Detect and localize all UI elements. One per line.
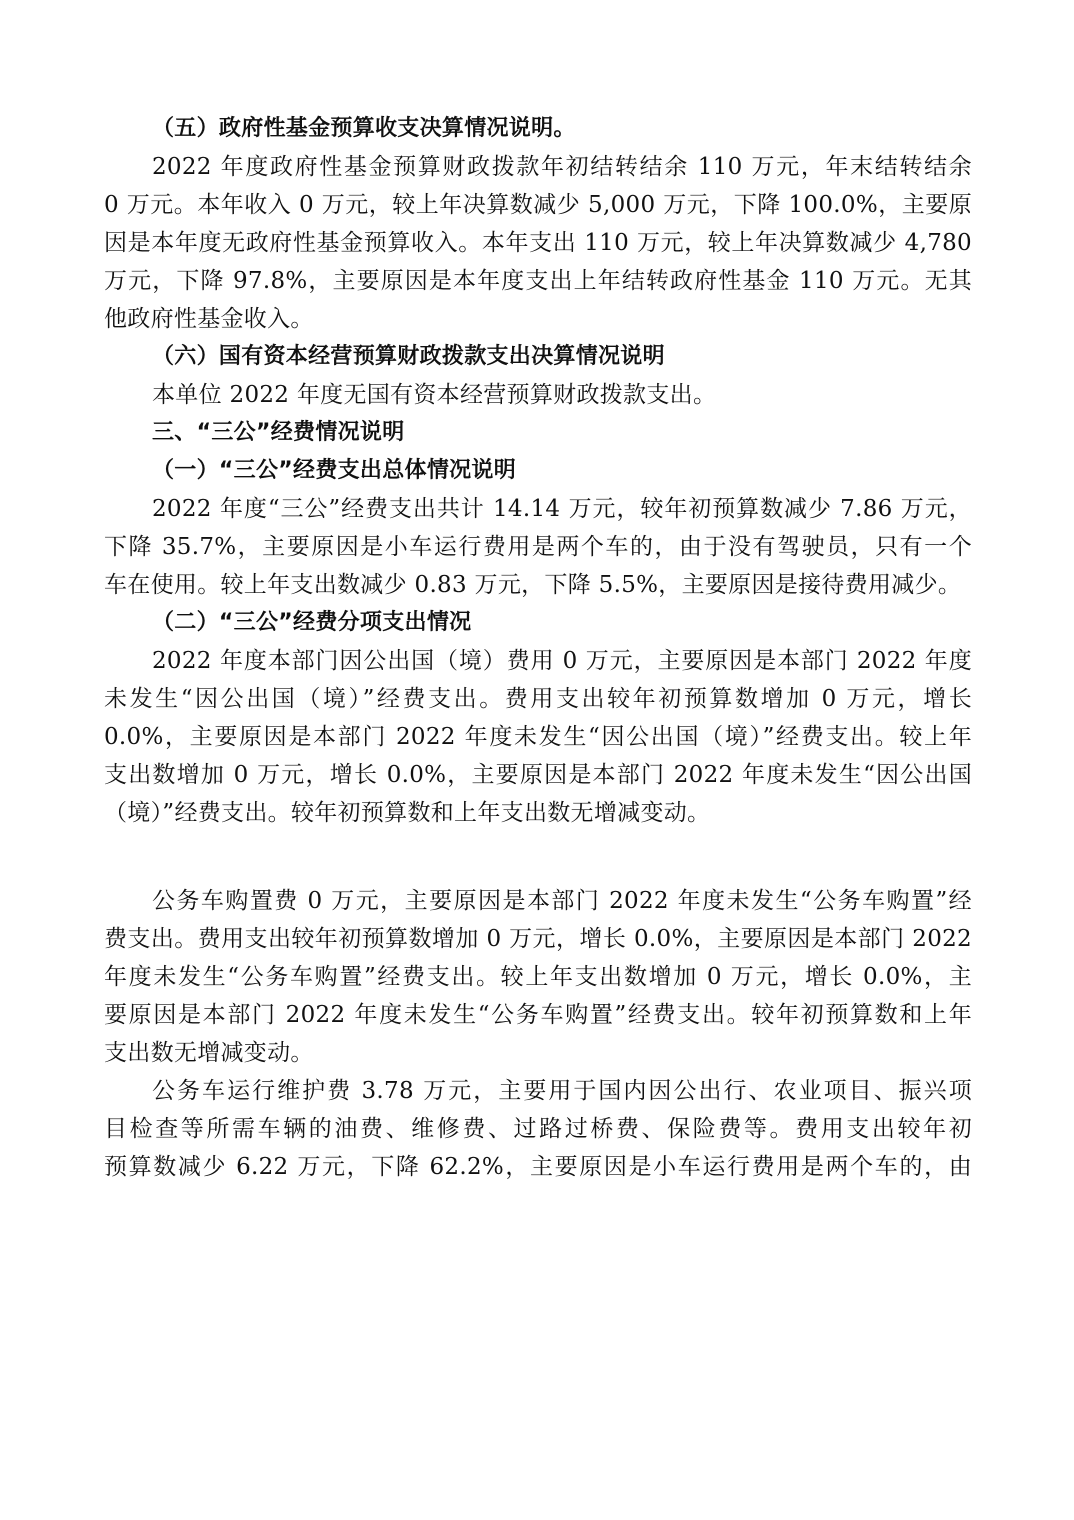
text-line: 支出数无增减变动。 bbox=[104, 1040, 314, 1066]
section-heading-5: （五）政府性基金预算收支决算情况说明。 bbox=[152, 116, 576, 141]
subsection-heading-1: （一）“三公”经费支出总体情况说明 bbox=[152, 458, 517, 483]
text-line: 车在使用。较上年支出数减少 0.83 万元，下降 5.5%，主要原因是接待费用减少。 bbox=[104, 572, 962, 598]
paragraph-car-purchase bbox=[104, 882, 972, 1072]
text-line: 预算数减少 6.22 万元，下降 62.2%，主要原因是小车运行费用是两个车的，由 bbox=[104, 1154, 972, 1180]
text-line: 公务车购置费 0 万元，主要原因是本部门 2022 年度未发生“公务车购置”经 bbox=[152, 888, 972, 914]
paragraph-car-maintenance bbox=[104, 1072, 972, 1186]
text-line: 2022 年度政府性基金预算财政拨款年初结转结余 110 万元，年末结转结余 bbox=[152, 154, 972, 180]
text-line: 费支出。费用支出较年初预算数增加 0 万元，增长 0.0%，主要原因是本部门 2022 bbox=[104, 926, 972, 952]
chapter-heading-3: 三、“三公”经费情况说明 bbox=[152, 420, 405, 445]
text-line: 0 万元。本年收入 0 万元，较上年决算数减少 5,000 万元，下降 100.0%，主要原 bbox=[104, 192, 972, 218]
text-line: 2022 年度本部门因公出国（境）费用 0 万元，主要原因是本部门 2022 年度 bbox=[152, 648, 972, 674]
text-line: 2022 年度“三公”经费支出共计 14.14 万元，较年初预算数减少 7.86 万元， bbox=[152, 496, 972, 522]
text-line: 年度未发生“公务车购置”经费支出。较上年支出数增加 0 万元，增长 0.0%，主 bbox=[104, 964, 972, 990]
paragraph-state-capital bbox=[104, 376, 972, 414]
paragraph-gap bbox=[104, 832, 972, 882]
text-line: 他政府性基金收入。 bbox=[104, 306, 314, 332]
text-line: 因是本年度无政府性基金预算收入。本年支出 110 万元，较上年决算数减少 4,780 bbox=[104, 230, 972, 256]
text-line: 目检查等所需车辆的油费、维修费、过路过桥费、保险费等。费用支出较年初 bbox=[104, 1116, 972, 1142]
text-line: 万元，下降 97.8%，主要原因是本年度支出上年结转政府性基金 110 万元。无其 bbox=[104, 268, 972, 294]
text-line: 0.0%，主要原因是本部门 2022 年度未发生“因公出国（境）”经费支出。较上年 bbox=[104, 724, 972, 750]
text-line: 未发生“因公出国（境）”经费支出。费用支出较年初预算数增加 0 万元，增长 bbox=[104, 686, 972, 712]
document-page bbox=[104, 110, 972, 1186]
subsection-heading-2: （二）“三公”经费分项支出情况 bbox=[152, 610, 472, 635]
paragraph-three-public-total bbox=[104, 490, 972, 604]
text-line: 本单位 2022 年度无国有资本经营预算财政拨款支出。 bbox=[152, 382, 717, 408]
section-heading-6: （六）国有资本经营预算财政拨款支出决算情况说明 bbox=[152, 344, 665, 369]
text-line: 公务车运行维护费 3.78 万元，主要用于国内因公出行、农业项目、振兴项 bbox=[152, 1078, 972, 1104]
paragraph-gov-fund bbox=[104, 148, 972, 338]
text-line: 要原因是本部门 2022 年度未发生“公务车购置”经费支出。较年初预算数和上年 bbox=[104, 1002, 972, 1028]
text-line: 下降 35.7%，主要原因是小车运行费用是两个车的，由于没有驾驶员，只有一个 bbox=[104, 534, 972, 560]
text-line: （境）”经费支出。较年初预算数和上年支出数无增减变动。 bbox=[104, 800, 711, 826]
paragraph-overseas-travel bbox=[104, 642, 972, 832]
text-line: 支出数增加 0 万元，增长 0.0%，主要原因是本部门 2022 年度未发生“因公出国 bbox=[104, 762, 972, 788]
